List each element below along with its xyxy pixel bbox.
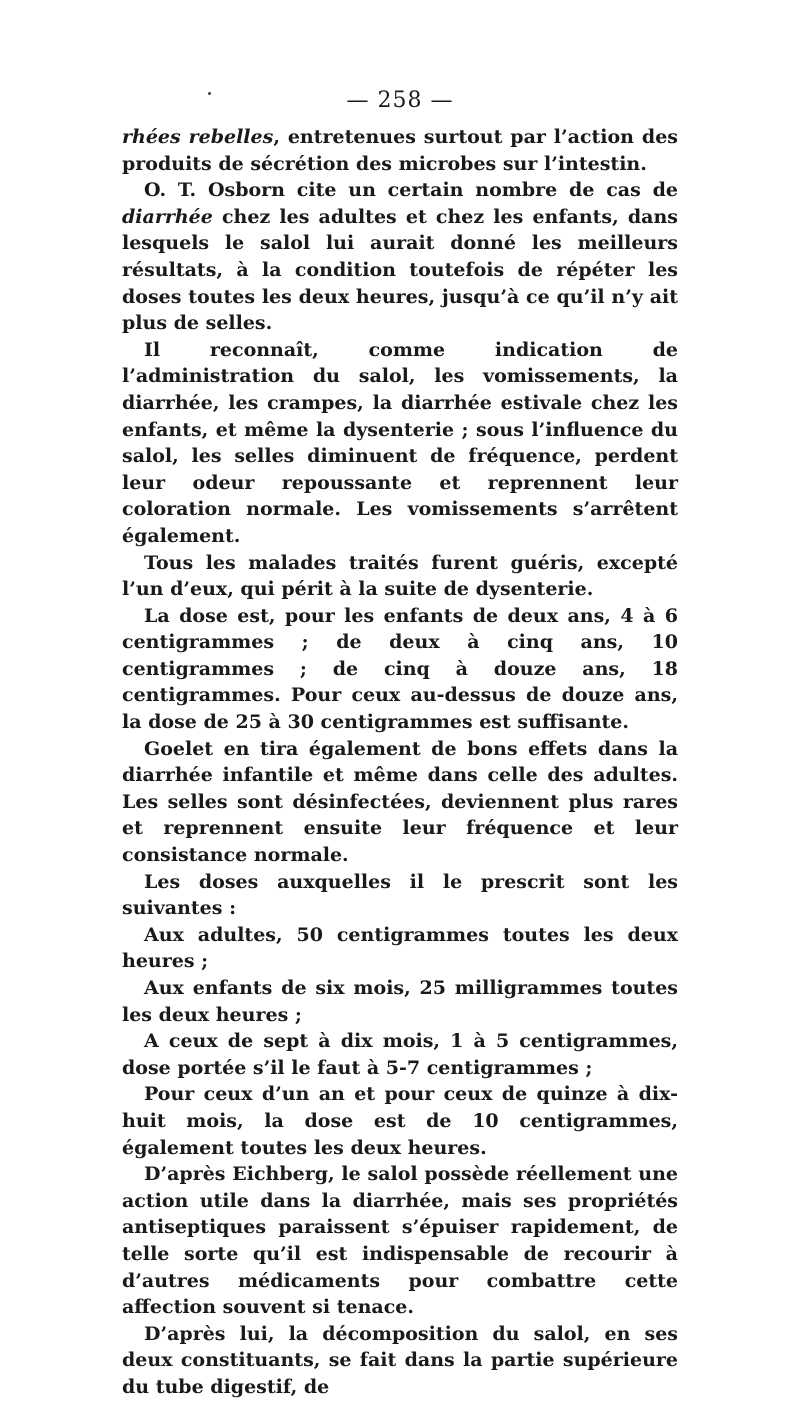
paragraph: La dose est, pour les enfants de deux ans, 4 à 6 centigrammes ; de deux à cinq ans, 10 centigrammes ; de cinq à douze ans, 18 centigrammes. Pour ceux au-dessus de douze ans, la dose de 25 à 30 centigrammes est suffisante.: [122, 604, 678, 734]
paragraph: Les doses auxquelles il le prescrit sont les suivantes :: [122, 870, 678, 920]
paragraph: Tous les malades traités furent guéris, excepté l’un d’eux, qui périt à la suite de dysenterie.: [122, 551, 678, 601]
italic-term: rhées rebelles: [122, 126, 274, 148]
paragraph: D’après Eichberg, le salol possède réellement une action utile dans la diarrhée, mais ses propriétés antiseptiques paraissent s’épuiser rapidement, de telle sorte qu’il est indispensable de recourir à d’autres médicaments pour combattre cette affection souvent si tenace.: [122, 1163, 678, 1319]
paragraph: [122, 124, 678, 177]
paragraph: Il reconnaît, comme indication de l’administration du salol, les vomissements, la diarrhée, les crampes, la diarrhée estivale chez les enfants, et même la dysenterie ; sous l’influence du salol, les selles diminuent de fréquence, perdent leur odeur repoussante et reprennent leur coloration normale. Les vomissements s’arrêtent également.: [122, 338, 678, 547]
paragraph-text: chez les adultes et chez les enfants, dans lesquels le salol lui aurait donné les meilleurs résultats, à la condition toutefois de répéter les doses toutes les deux heures, jusqu’à ce qu’il n’y ait plus de selles.: [122, 205, 678, 335]
paragraph: Aux enfants de six mois, 25 milligrammes toutes les deux heures ;: [122, 977, 678, 1026]
paragraph: A ceux de sept à dix mois, 1 à 5 centigrammes, dose portée s’il le faut à 5-7 centigrammes ;: [122, 1030, 678, 1079]
paragraph: D’après lui, la décomposition du salol, en ses deux constituants, se fait dans la partie supérieure du tube digestif, de: [122, 1322, 678, 1398]
paragraph: [122, 177, 678, 337]
page-number: — 258 —: [346, 88, 454, 113]
italic-term: diarrhée: [122, 205, 213, 228]
page-body: [122, 124, 678, 1401]
paragraph: Aux adultes, 50 centigrammes toutes les deux heures ;: [122, 923, 678, 973]
paragraph-text: O. T. Osborn cite un certain nombre de cas de: [144, 179, 678, 202]
paragraph: Pour ceux d’un an et pour ceux de quinze à dix-huit mois, la dose est de 10 centigrammes, également toutes les deux heures.: [122, 1083, 678, 1159]
paragraph: Goelet en tira également de bons effets dans la diarrhée infantile et même dans celle des adultes. Les selles sont désinfectées, deviennent plus rares et reprennent ensuite leur fréquence et leur consistance normale.: [122, 737, 678, 867]
paragraph-text: , entretenues surtout par l’action des produits de sécrétion des microbes sur l’intestin.: [122, 126, 678, 175]
